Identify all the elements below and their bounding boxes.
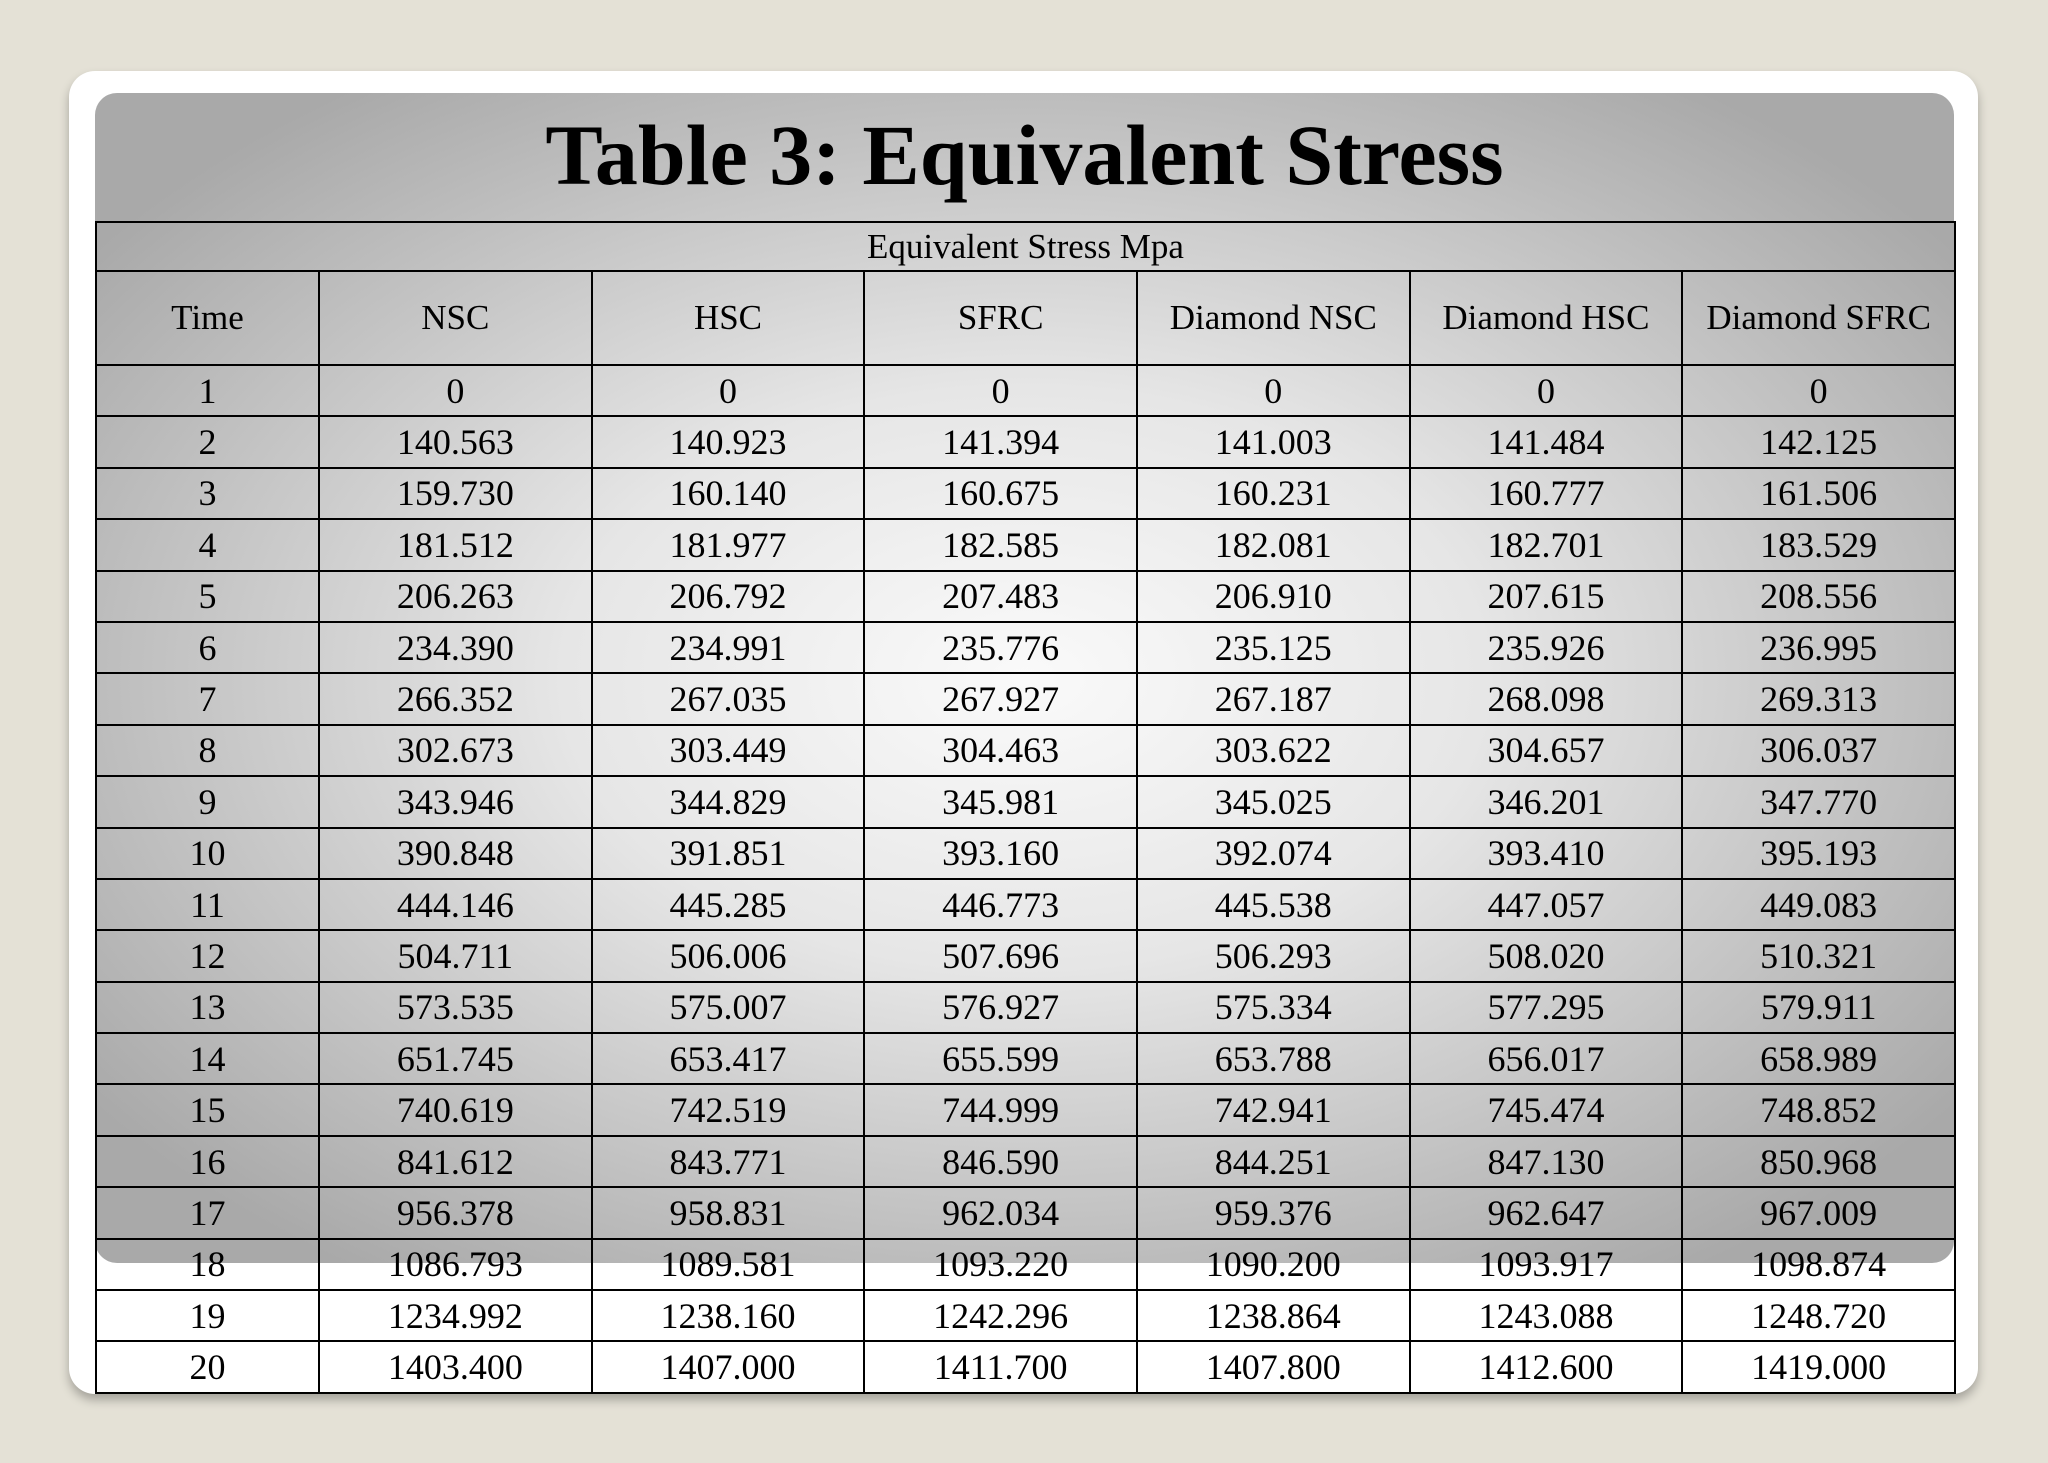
stress-value-cell: 651.745 [319,1033,592,1084]
time-cell: 6 [96,622,319,673]
stress-value-cell: 269.313 [1682,673,1955,724]
stress-value-cell: 304.463 [864,725,1137,776]
stress-value-cell: 393.410 [1410,828,1683,879]
time-cell: 12 [96,930,319,981]
stress-value-cell: 653.788 [1137,1033,1410,1084]
stress-value-cell: 958.831 [592,1187,865,1238]
table-row [96,879,1955,930]
time-cell: 10 [96,828,319,879]
table-row [96,1187,1955,1238]
stress-value-cell: 573.535 [319,982,592,1033]
stress-value-cell: 304.657 [1410,725,1683,776]
stress-value-cell: 206.792 [592,571,865,622]
stress-value-cell: 306.037 [1682,725,1955,776]
stress-value-cell: 393.160 [864,828,1137,879]
stress-value-cell: 0 [1682,365,1955,416]
stress-value-cell: 268.098 [1410,673,1683,724]
stress-value-cell: 207.483 [864,571,1137,622]
stress-value-cell: 266.352 [319,673,592,724]
stress-value-cell: 510.321 [1682,930,1955,981]
stress-value-cell: 506.006 [592,930,865,981]
stress-value-cell: 445.285 [592,879,865,930]
stress-value-cell: 1238.160 [592,1290,865,1341]
stress-value-cell: 141.003 [1137,416,1410,467]
stress-value-cell: 656.017 [1410,1033,1683,1084]
table-row [96,1341,1955,1392]
stress-value-cell: 206.910 [1137,571,1410,622]
time-cell: 20 [96,1341,319,1392]
stress-value-cell: 1086.793 [319,1239,592,1290]
stress-value-cell: 140.563 [319,416,592,467]
stress-value-cell: 445.538 [1137,879,1410,930]
stress-value-cell: 208.556 [1682,571,1955,622]
time-cell: 5 [96,571,319,622]
table-row [96,571,1955,622]
time-cell: 11 [96,879,319,930]
stress-value-cell: 395.193 [1682,828,1955,879]
table-row [96,416,1955,467]
stress-value-cell: 346.201 [1410,776,1683,827]
column-header-row [96,271,1955,365]
stress-value-cell: 0 [1137,365,1410,416]
stress-value-cell: 506.293 [1137,930,1410,981]
stress-value-cell: 1234.992 [319,1290,592,1341]
stress-value-cell: 575.007 [592,982,865,1033]
stress-value-cell: 742.519 [592,1084,865,1135]
stress-value-cell: 967.009 [1682,1187,1955,1238]
stress-value-cell: 234.991 [592,622,865,673]
stress-value-cell: 141.394 [864,416,1137,467]
stress-value-cell: 235.926 [1410,622,1683,673]
table-row [96,1136,1955,1187]
stress-value-cell: 1238.864 [1137,1290,1410,1341]
stress-value-cell: 267.035 [592,673,865,724]
stress-value-cell: 844.251 [1137,1136,1410,1187]
stress-value-cell: 956.378 [319,1187,592,1238]
stress-value-cell: 655.599 [864,1033,1137,1084]
stress-value-cell: 182.081 [1137,519,1410,570]
stress-value-cell: 303.622 [1137,725,1410,776]
stress-value-cell: 391.851 [592,828,865,879]
stress-value-cell: 1411.700 [864,1341,1137,1392]
table-row [96,1033,1955,1084]
stress-value-cell: 182.585 [864,519,1137,570]
column-header-sfrc: SFRC [864,271,1137,365]
stress-value-cell: 0 [319,365,592,416]
stress-value-cell: 748.852 [1682,1084,1955,1135]
stress-value-cell: 235.776 [864,622,1137,673]
stress-value-cell: 345.981 [864,776,1137,827]
table-row [96,776,1955,827]
stress-value-cell: 843.771 [592,1136,865,1187]
table-row [96,519,1955,570]
stress-value-cell: 1403.400 [319,1341,592,1392]
stress-value-cell: 182.701 [1410,519,1683,570]
unit-header: Equivalent Stress Mpa [96,222,1955,271]
stress-value-cell: 1242.296 [864,1290,1137,1341]
stress-value-cell: 234.390 [319,622,592,673]
stress-value-cell: 159.730 [319,468,592,519]
slide-title: Table 3: Equivalent Stress [545,107,1504,203]
stress-value-cell: 181.512 [319,519,592,570]
stress-value-cell: 1093.220 [864,1239,1137,1290]
table-row [96,1084,1955,1135]
stress-value-cell: 181.977 [592,519,865,570]
stress-value-cell: 1093.917 [1410,1239,1683,1290]
stress-value-cell: 183.529 [1682,519,1955,570]
stress-value-cell: 847.130 [1410,1136,1683,1187]
time-cell: 18 [96,1239,319,1290]
stress-value-cell: 745.474 [1410,1084,1683,1135]
table-row [96,982,1955,1033]
stress-value-cell: 1098.874 [1682,1239,1955,1290]
stress-value-cell: 1412.600 [1410,1341,1683,1392]
stress-value-cell: 962.034 [864,1187,1137,1238]
stress-value-cell: 575.334 [1137,982,1410,1033]
stress-value-cell: 850.968 [1682,1136,1955,1187]
time-cell: 16 [96,1136,319,1187]
time-cell: 19 [96,1290,319,1341]
table-row [96,673,1955,724]
time-cell: 7 [96,673,319,724]
column-header-diamond-nsc: Diamond NSC [1137,271,1410,365]
stress-value-cell: 577.295 [1410,982,1683,1033]
stress-value-cell: 302.673 [319,725,592,776]
stress-value-cell: 1243.088 [1410,1290,1683,1341]
time-cell: 14 [96,1033,319,1084]
stress-value-cell: 1248.720 [1682,1290,1955,1341]
stress-value-cell: 267.187 [1137,673,1410,724]
column-header-hsc: HSC [592,271,865,365]
stress-value-cell: 1419.000 [1682,1341,1955,1392]
stress-value-cell: 392.074 [1137,828,1410,879]
time-cell: 9 [96,776,319,827]
stress-value-cell: 267.927 [864,673,1137,724]
stress-value-cell: 576.927 [864,982,1137,1033]
table-body [96,365,1955,1393]
time-cell: 8 [96,725,319,776]
stress-value-cell: 303.449 [592,725,865,776]
column-header-time: Time [96,271,319,365]
stress-value-cell: 1407.000 [592,1341,865,1392]
stress-value-cell: 508.020 [1410,930,1683,981]
stress-value-cell: 962.647 [1410,1187,1683,1238]
table-row [96,1290,1955,1341]
stress-value-cell: 160.777 [1410,468,1683,519]
table-row [96,468,1955,519]
stress-value-cell: 160.675 [864,468,1137,519]
stress-value-cell: 579.911 [1682,982,1955,1033]
stress-value-cell: 345.025 [1137,776,1410,827]
stress-value-cell: 1090.200 [1137,1239,1410,1290]
stress-value-cell: 236.995 [1682,622,1955,673]
column-header-nsc: NSC [319,271,592,365]
time-cell: 13 [96,982,319,1033]
table-row [96,365,1955,416]
time-cell: 3 [96,468,319,519]
table-row [96,930,1955,981]
table-row [96,725,1955,776]
stress-value-cell: 142.125 [1682,416,1955,467]
stress-value-cell: 507.696 [864,930,1137,981]
stress-value-cell: 841.612 [319,1136,592,1187]
stress-value-cell: 959.376 [1137,1187,1410,1238]
equivalent-stress-table [95,221,1956,1394]
stress-value-cell: 235.125 [1137,622,1410,673]
stress-value-cell: 343.946 [319,776,592,827]
unit-header-row [96,222,1955,271]
stress-value-cell: 160.231 [1137,468,1410,519]
stress-value-cell: 344.829 [592,776,865,827]
stress-value-cell: 140.923 [592,416,865,467]
stress-value-cell: 449.083 [1682,879,1955,930]
stress-value-cell: 347.770 [1682,776,1955,827]
stress-value-cell: 160.140 [592,468,865,519]
time-cell: 1 [96,365,319,416]
time-cell: 2 [96,416,319,467]
stress-value-cell: 161.506 [1682,468,1955,519]
stress-value-cell: 447.057 [1410,879,1683,930]
stress-value-cell: 1407.800 [1137,1341,1410,1392]
stress-value-cell: 1089.581 [592,1239,865,1290]
stress-value-cell: 141.484 [1410,416,1683,467]
stress-value-cell: 744.999 [864,1084,1137,1135]
stress-value-cell: 0 [592,365,865,416]
stress-value-cell: 740.619 [319,1084,592,1135]
column-header-diamond-hsc: Diamond HSC [1410,271,1683,365]
stress-value-cell: 444.146 [319,879,592,930]
time-cell: 15 [96,1084,319,1135]
stress-value-cell: 653.417 [592,1033,865,1084]
stress-value-cell: 390.848 [319,828,592,879]
table-row [96,828,1955,879]
stress-value-cell: 0 [864,365,1137,416]
stress-value-cell: 0 [1410,365,1683,416]
stress-value-cell: 207.615 [1410,571,1683,622]
time-cell: 17 [96,1187,319,1238]
table-row [96,1239,1955,1290]
stress-value-cell: 846.590 [864,1136,1137,1187]
column-header-diamond-sfrc: Diamond SFRC [1682,271,1955,365]
stress-value-cell: 658.989 [1682,1033,1955,1084]
table-row [96,622,1955,673]
stress-value-cell: 446.773 [864,879,1137,930]
stress-value-cell: 742.941 [1137,1084,1410,1135]
stress-value-cell: 504.711 [319,930,592,981]
time-cell: 4 [96,519,319,570]
stress-value-cell: 206.263 [319,571,592,622]
